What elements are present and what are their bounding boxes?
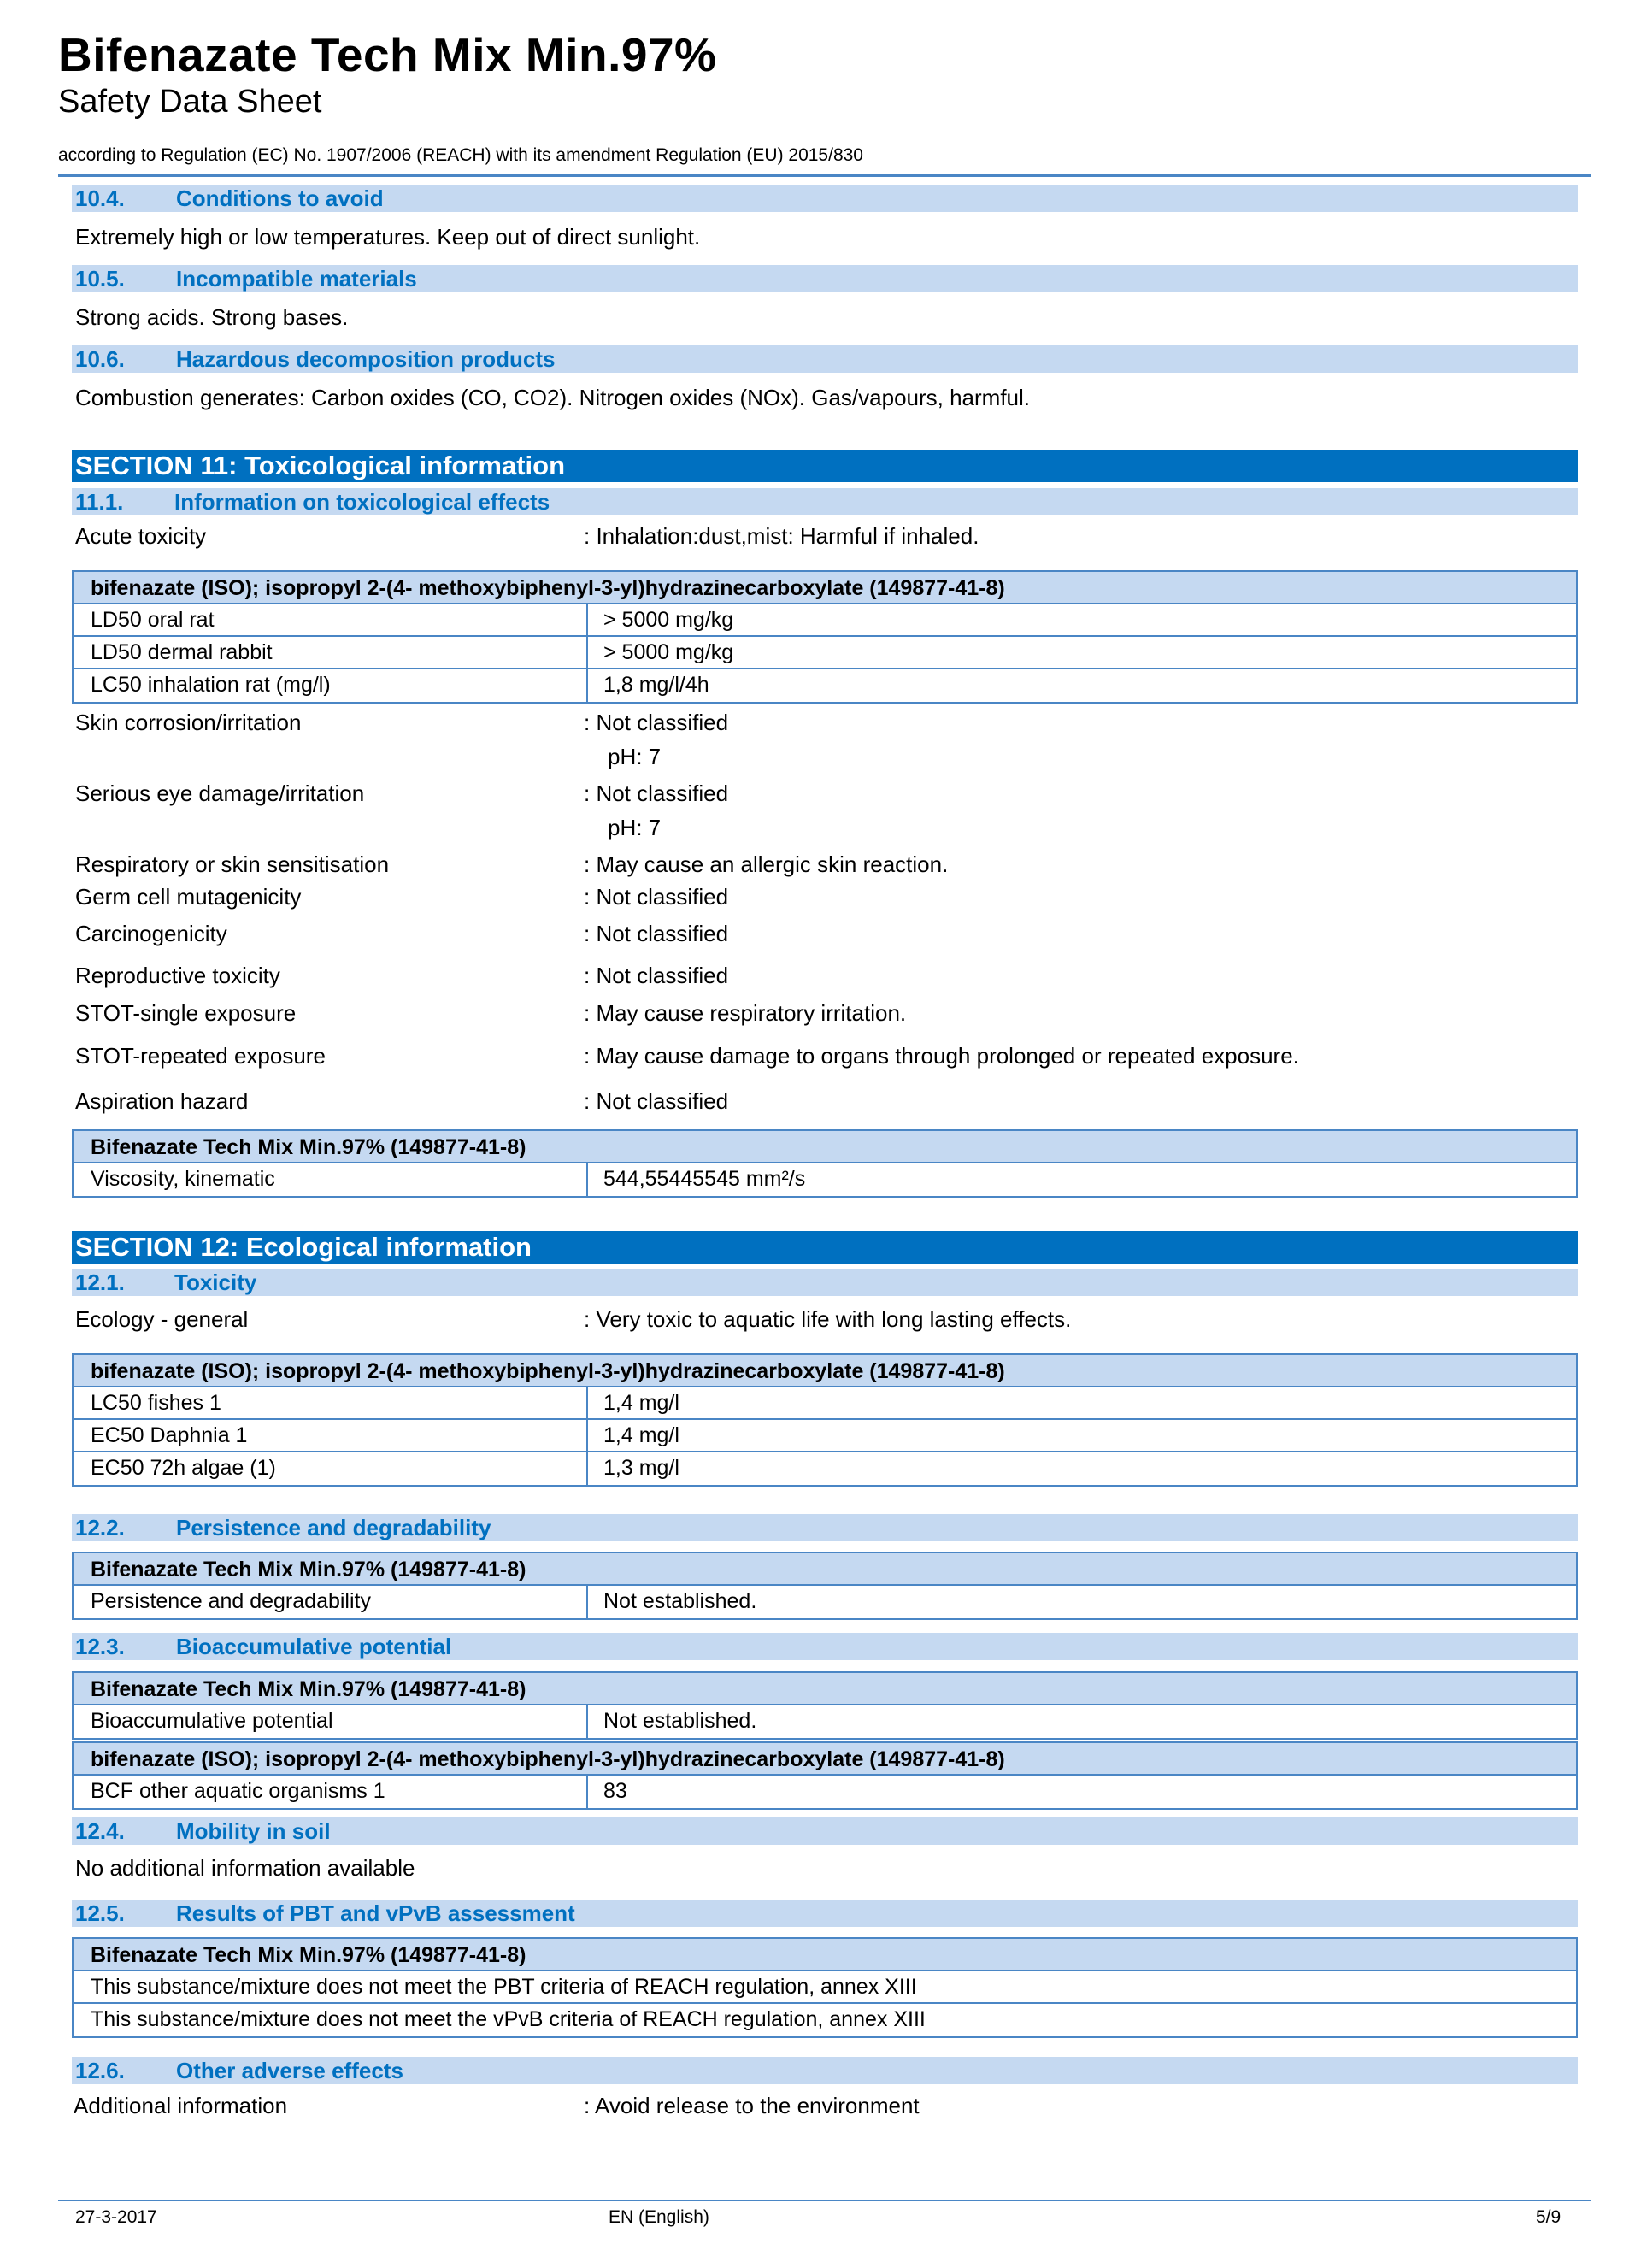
subsection-number: 12.2. xyxy=(75,1515,125,1540)
subsection-number: 12.1. xyxy=(75,1269,125,1295)
ecotoxicity-table xyxy=(72,1353,1578,1487)
acute-toxicity-value: : Inhalation:dust,mist: Harmful if inhaled. xyxy=(584,523,979,549)
table-header: bifenazate (ISO); isopropyl 2-(4- methoxybiphenyl-3-yl)hydrazinecarboxylate (149877-41-8) xyxy=(74,572,1576,604)
table-row xyxy=(74,669,1576,702)
row-label: BCF other aquatic organisms 1 xyxy=(91,1779,385,1803)
section-title: SECTION 12: Ecological information xyxy=(75,1232,532,1262)
toxicity-table xyxy=(72,570,1578,704)
section-title: SECTION 11: Toxicological information xyxy=(75,451,566,480)
bioaccumulation-table xyxy=(72,1671,1578,1740)
table-row xyxy=(74,2004,1576,2036)
subsection-11-1-header xyxy=(72,488,1578,515)
row-label: EC50 72h algae (1) xyxy=(91,1456,276,1480)
acute-toxicity-label: Acute toxicity xyxy=(75,523,207,549)
row-value: Not established. xyxy=(586,1705,756,1738)
row-value: 1,4 mg/l xyxy=(586,1387,679,1418)
subsection-number: 12.6. xyxy=(75,2058,125,2083)
table-row xyxy=(74,1776,1576,1808)
subsection-10-6-header xyxy=(72,345,1578,373)
decomposition-products-text: Combustion generates: Carbon oxides (CO, CO2). Nitrogen oxides (NOx). Gas/vapours, harmful. xyxy=(75,385,1031,410)
row-value: Not established. xyxy=(586,1586,756,1618)
aspiration-hazard-label: Aspiration hazard xyxy=(75,1088,249,1114)
carcinogenicity-label: Carcinogenicity xyxy=(75,921,227,946)
table-row xyxy=(74,1420,1576,1452)
row-text: This substance/mixture does not meet the vPvB criteria of REACH regulation, annex XIII xyxy=(91,2007,926,2031)
eye-damage-ph: pH: 7 xyxy=(608,815,662,840)
skin-corrosion-label: Skin corrosion/irritation xyxy=(75,710,302,735)
conditions-to-avoid-text: Extremely high or low temperatures. Keep out of direct sunlight. xyxy=(75,224,701,250)
subsection-number: 10.6. xyxy=(75,346,125,372)
table-header: Bifenazate Tech Mix Min.97% (149877-41-8) xyxy=(74,1673,1576,1705)
subsection-12-5-header xyxy=(72,1900,1578,1927)
additional-information-value: : Avoid release to the environment xyxy=(584,2093,920,2118)
mutagenicity-value: : Not classified xyxy=(584,884,729,910)
bcf-table xyxy=(72,1741,1578,1810)
table-header: Bifenazate Tech Mix Min.97% (149877-41-8) xyxy=(74,1939,1576,1971)
table-header: bifenazate (ISO); isopropyl 2-(4- methoxybiphenyl-3-yl)hydrazinecarboxylate (149877-41-8) xyxy=(74,1355,1576,1387)
footer-page-number: 5/9 xyxy=(1536,2207,1562,2227)
eye-damage-value: : Not classified xyxy=(584,781,729,806)
row-label: Bioaccumulative potential xyxy=(91,1709,333,1733)
subsection-number: 10.4. xyxy=(75,186,125,211)
persistence-table xyxy=(72,1552,1578,1620)
viscosity-table xyxy=(72,1129,1578,1198)
stot-repeated-value: : May cause damage to organs through prolonged or repeated exposure. xyxy=(584,1043,1299,1069)
subsection-title: Hazardous decomposition products xyxy=(176,346,556,372)
table-header: Bifenazate Tech Mix Min.97% (149877-41-8) xyxy=(74,1131,1576,1163)
mutagenicity-label: Germ cell mutagenicity xyxy=(75,884,302,910)
ecology-general-label: Ecology - general xyxy=(75,1306,249,1332)
subsection-title: Information on toxicological effects xyxy=(174,489,550,515)
table-header: bifenazate (ISO); isopropyl 2-(4- methoxybiphenyl-3-yl)hydrazinecarboxylate (149877-41-8) xyxy=(74,1743,1576,1776)
aspiration-hazard-value: : Not classified xyxy=(584,1088,729,1114)
row-value: 1,4 mg/l xyxy=(586,1420,679,1451)
regulation-note: according to Regulation (EC) No. 1907/2006 (REACH) with its amendment Regulation (EU) 2015/830 xyxy=(58,145,863,165)
row-text: This substance/mixture does not meet the PBT criteria of REACH regulation, annex XIII xyxy=(91,1975,917,1999)
table-header: Bifenazate Tech Mix Min.97% (149877-41-8) xyxy=(74,1553,1576,1586)
subsection-title: Persistence and degradability xyxy=(176,1515,491,1540)
table-row xyxy=(74,1452,1576,1485)
subsection-title: Bioaccumulative potential xyxy=(176,1634,452,1659)
subsection-title: Mobility in soil xyxy=(176,1818,331,1844)
ecology-general-value: : Very toxic to aquatic life with long lasting effects. xyxy=(584,1306,1072,1332)
subsection-12-4-header xyxy=(72,1817,1578,1845)
row-value: 83 xyxy=(586,1776,627,1808)
row-label: LD50 oral rat xyxy=(91,608,215,632)
subsection-number: 12.5. xyxy=(75,1900,125,1926)
subsection-12-3-header xyxy=(72,1633,1578,1660)
footer-date: 27-3-2017 xyxy=(75,2207,157,2227)
incompatible-materials-text: Strong acids. Strong bases. xyxy=(75,304,349,330)
carcinogenicity-value: : Not classified xyxy=(584,921,729,946)
sensitisation-label: Respiratory or skin sensitisation xyxy=(75,851,390,877)
document-subtitle: Safety Data Sheet xyxy=(58,84,322,120)
table-row xyxy=(74,1387,1576,1420)
row-label: LC50 inhalation rat (mg/l) xyxy=(91,673,331,697)
subsection-title: Conditions to avoid xyxy=(176,186,384,211)
table-row xyxy=(74,1586,1576,1618)
row-value: 544,55445545 mm²/s xyxy=(586,1163,805,1196)
skin-corrosion-value: : Not classified xyxy=(584,710,729,735)
subsection-12-6-header xyxy=(72,2057,1578,2084)
footer-divider xyxy=(58,2200,1591,2201)
stot-repeated-label: STOT-repeated exposure xyxy=(75,1043,326,1069)
subsection-number: 10.5. xyxy=(75,266,125,292)
stot-single-label: STOT-single exposure xyxy=(75,1000,297,1026)
subsection-12-1-header xyxy=(72,1269,1578,1296)
sensitisation-value: : May cause an allergic skin reaction. xyxy=(584,851,949,877)
subsection-number: 12.3. xyxy=(75,1634,125,1659)
section-12-header xyxy=(72,1231,1578,1264)
table-row xyxy=(74,604,1576,637)
stot-single-value: : May cause respiratory irritation. xyxy=(584,1000,907,1026)
subsection-title: Results of PBT and vPvB assessment xyxy=(176,1900,575,1926)
table-row xyxy=(74,1705,1576,1738)
subsection-title: Toxicity xyxy=(174,1269,257,1295)
subsection-10-5-header xyxy=(72,265,1578,292)
subsection-title: Other adverse effects xyxy=(176,2058,403,2083)
row-label: LD50 dermal rabbit xyxy=(91,640,273,664)
eye-damage-label: Serious eye damage/irritation xyxy=(75,781,365,806)
table-row xyxy=(74,637,1576,669)
subsection-12-2-header xyxy=(72,1514,1578,1541)
table-row xyxy=(74,1163,1576,1196)
row-value: 1,3 mg/l xyxy=(586,1452,679,1485)
row-label: Persistence and degradability xyxy=(91,1589,371,1613)
mobility-in-soil-text: No additional information available xyxy=(75,1855,415,1881)
subsection-number: 12.4. xyxy=(75,1818,125,1844)
table-row xyxy=(74,1971,1576,2004)
row-value: 1,8 mg/l/4h xyxy=(586,669,709,702)
reproductive-toxicity-value: : Not classified xyxy=(584,963,729,988)
pbt-assessment-table xyxy=(72,1937,1578,2038)
additional-information-label: Additional information xyxy=(74,2093,288,2118)
header-divider xyxy=(58,174,1591,177)
section-11-header xyxy=(72,450,1578,482)
subsection-number: 11.1. xyxy=(75,489,124,515)
row-label: Viscosity, kinematic xyxy=(91,1167,275,1191)
reproductive-toxicity-label: Reproductive toxicity xyxy=(75,963,280,988)
subsection-10-4-header xyxy=(72,185,1578,212)
skin-corrosion-ph: pH: 7 xyxy=(608,744,662,769)
document-title: Bifenazate Tech Mix Min.97% xyxy=(58,28,717,81)
footer-language: EN (English) xyxy=(609,2207,709,2227)
row-value: > 5000 mg/kg xyxy=(586,637,733,668)
subsection-title: Incompatible materials xyxy=(176,266,417,292)
row-label: EC50 Daphnia 1 xyxy=(91,1423,248,1447)
row-label: LC50 fishes 1 xyxy=(91,1391,221,1415)
row-value: > 5000 mg/kg xyxy=(586,604,733,635)
